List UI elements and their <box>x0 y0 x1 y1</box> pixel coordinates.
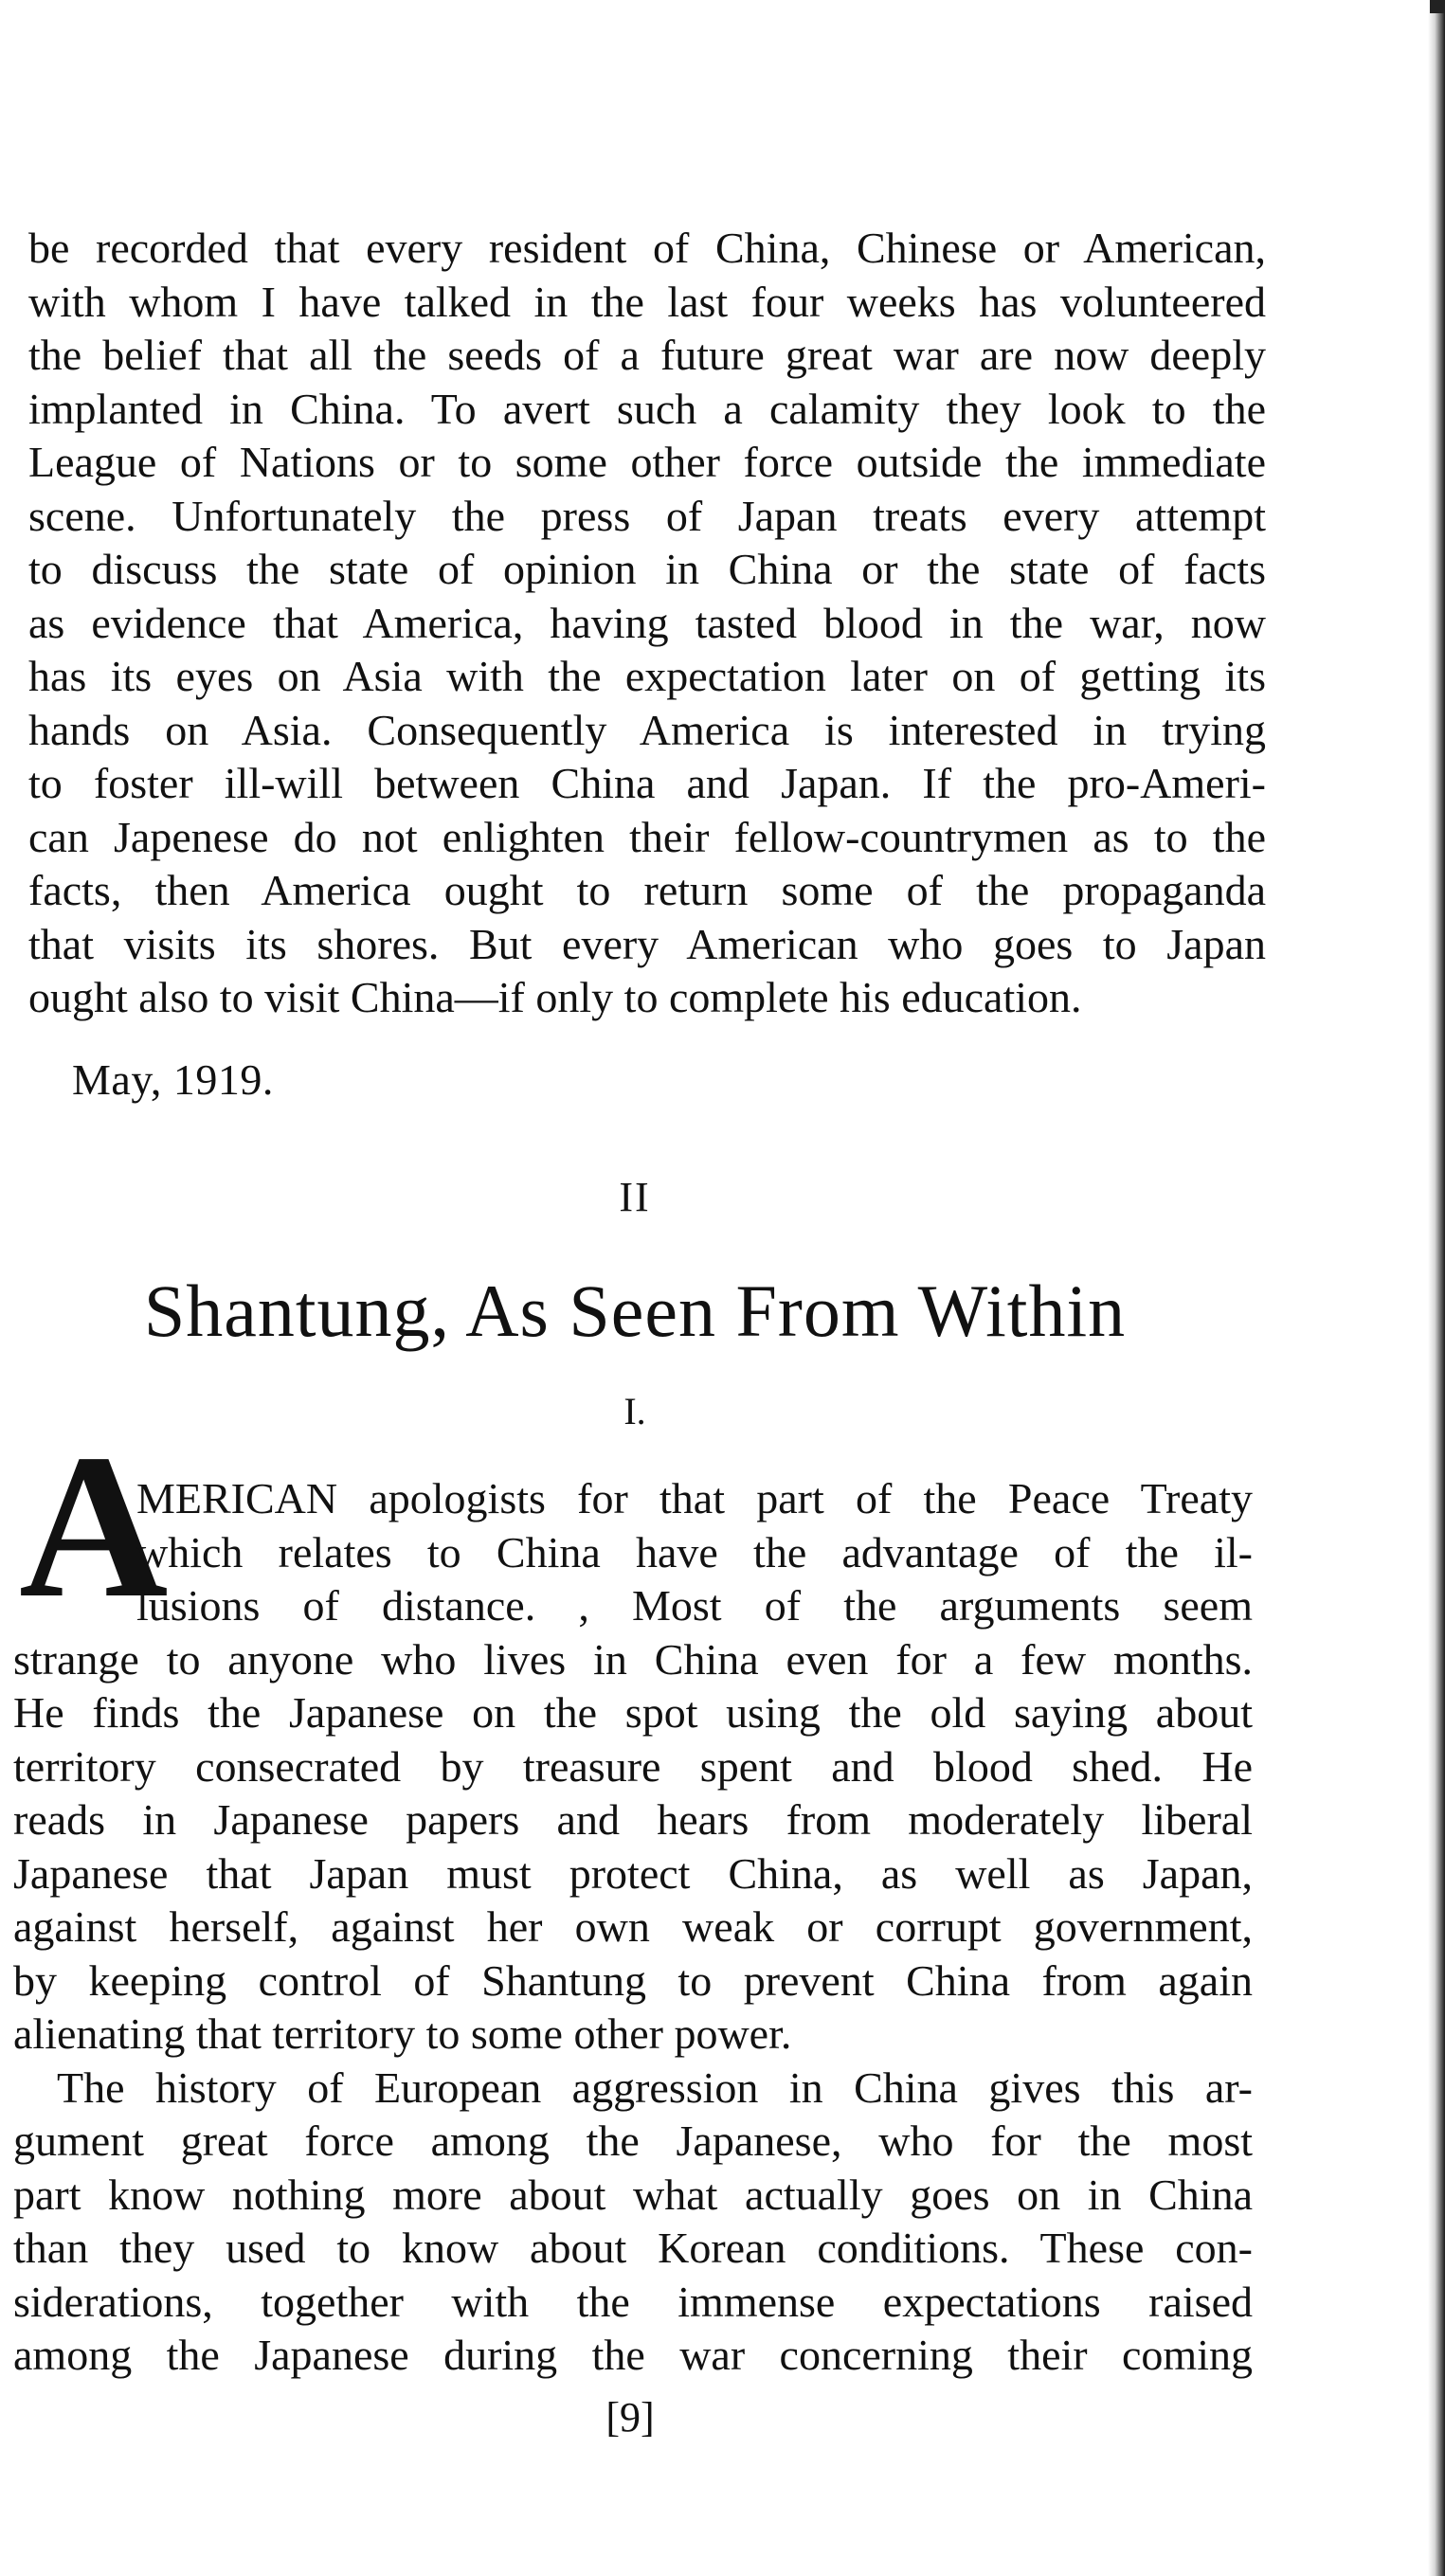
page-edge-shadow <box>1428 0 1445 2576</box>
text-line: which relates to China have the advantage of the il- <box>136 1527 1253 1576</box>
section-body <box>13 1633 1253 2383</box>
text-line: the belief that all the seeds of a future great war are now deeply <box>28 331 1266 379</box>
text-line: to foster ill-will between China and Japan. If the pro-Ameri- <box>28 759 1266 807</box>
text-line: with whom I have talked in the last four weeks has volunteered <box>28 277 1266 326</box>
drop-cap: A <box>19 1413 165 1641</box>
corner-mark <box>1430 0 1445 13</box>
chapter-roman-numeral: II <box>619 1174 651 1220</box>
text-line: among the Japanese during the war concerning their coming <box>13 2331 1253 2379</box>
date-line: May, 1919. <box>72 1055 274 1104</box>
text-line: Japanese that Japan must protect China, as well as Japan, <box>13 1848 1253 1898</box>
text-line: be recorded that every resident of China, Chinese or American, <box>28 224 1266 272</box>
text-line: part know nothing more about what actually goes on in China <box>13 2170 1253 2219</box>
text-line: by keeping control of Shantung to prevent China from again <box>13 1955 1253 2005</box>
text-line: gument great force among the Japanese, who for the most <box>13 2117 1253 2165</box>
text-line: to discuss the state of opinion in China or the state of facts <box>28 545 1266 593</box>
text-line: alienating that territory to some other power. <box>13 2009 792 2058</box>
text-line: The history of European aggression in China gives this ar- <box>57 2063 1253 2112</box>
section-number: I. <box>623 1390 646 1432</box>
text-line: facts, then America ought to return some of the propaganda <box>28 866 1266 914</box>
continuation-paragraph <box>28 222 1266 1025</box>
text-line: MERICAN apologists for that part of the Peace Treaty <box>136 1474 1253 1522</box>
drop-cap-lines <box>136 1472 1253 1633</box>
text-line: as evidence that America, having tasted blood in the war, now <box>28 598 1266 647</box>
text-line: implanted in China. To avert such a calamity they look to the <box>28 384 1266 433</box>
text-line: against herself, against her own weak or corrupt government, <box>13 1902 1253 1951</box>
text-line: scene. Unfortunately the press of Japan treats every attempt <box>28 491 1266 540</box>
text-line: lusions of distance. , Most of the arguments seem <box>136 1581 1253 1630</box>
page-number: [9] <box>605 2394 655 2441</box>
text-line: that visits its shores. But every American who goes to Japan <box>28 919 1266 968</box>
text-line: reads in Japanese papers and hears from moderately liberal <box>13 1795 1253 1844</box>
text-line: League of Nations or to some other force outside the immediate <box>28 438 1266 486</box>
text-line: territory consecrated by treasure spent and blood shed. He <box>13 1741 1253 1791</box>
text-line: has its eyes on Asia with the expectation later on of getting its <box>28 652 1266 700</box>
text-line: than they used to know about Korean conditions. These con- <box>13 2224 1253 2272</box>
chapter-title: Shantung, As Seen From Within <box>143 1270 1127 1352</box>
text-line: ought also to visit China—if only to complete his education. <box>28 973 1082 1021</box>
text-line: siderations, together with the immense expectations raised <box>13 2277 1253 2326</box>
text-line: strange to anyone who lives in China even for a few months. <box>13 1634 1253 1684</box>
text-line: He finds the Japanese on the spot using the old saying about <box>13 1688 1253 1737</box>
text-line: hands on Asia. Consequently America is interested in trying <box>28 705 1266 754</box>
text-line: can Japenese do not enlighten their fellow-countrymen as to the <box>28 812 1266 861</box>
